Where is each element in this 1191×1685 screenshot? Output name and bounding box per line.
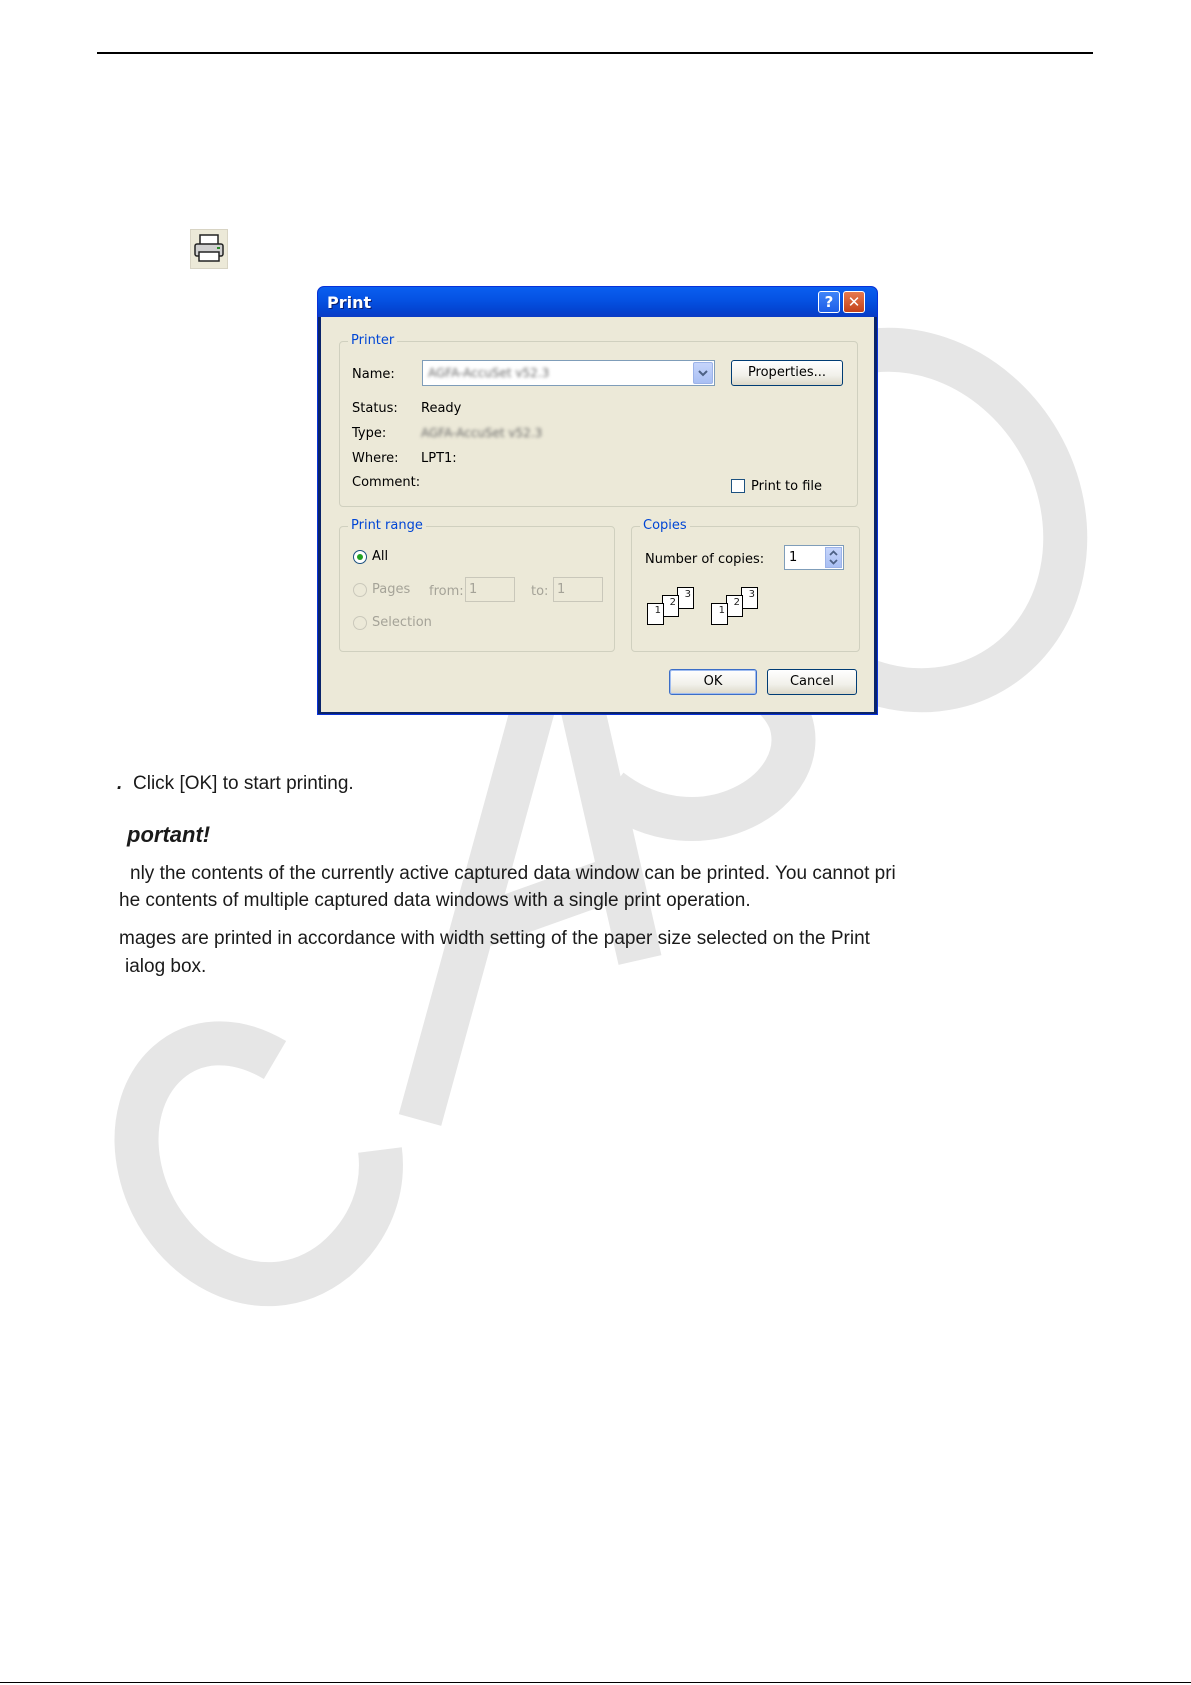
close-button[interactable]: ✕ [843,291,865,313]
pages-radio[interactable] [353,583,367,597]
printer-name-select[interactable] [422,360,715,386]
printer-name-value: AGFA-AccuSet v52.3 [428,366,550,380]
note-1-line-1: nly the contents of the currently active captured data window can be printed. You cannot pri [130,863,896,884]
step-text: Click [OK] to start printing. [133,773,354,794]
where-label: Where: [352,451,399,466]
collate-icon: 3 2 1 [711,587,771,635]
print-to-file-label: Print to file [751,479,823,494]
spinner-arrows-icon[interactable] [825,547,842,568]
important-heading: portant! [127,822,211,847]
properties-button[interactable]: Properties... [731,360,843,386]
dialog-body [321,317,874,712]
print-toolbar-icon[interactable] [190,229,228,269]
dialog-titlebar [318,287,877,317]
printer-group-title: Printer [348,333,397,348]
number-of-copies-label: Number of copies: [645,552,765,567]
all-radio[interactable] [353,550,367,564]
comment-label: Comment: [352,475,421,490]
name-label: Name: [352,367,395,382]
footer-rule [0,1682,1191,1683]
from-input[interactable]: 1 [465,577,515,602]
header-rule [97,52,1093,54]
status-label: Status: [352,401,398,416]
selection-radio[interactable] [353,616,367,630]
to-input[interactable]: 1 [553,577,603,602]
print-range-title: Print range [348,518,426,533]
note-2-line-2: ialog box. [125,956,207,977]
note-1-line-2: he contents of multiple captured data windows with a single print operation. [119,890,751,911]
step-marker: . [117,773,123,794]
where-value: LPT1: [421,451,457,466]
chevron-down-icon[interactable] [693,362,713,384]
dialog-title: Print [327,293,372,312]
print-dialog [317,286,878,715]
copies-spinner[interactable]: 1 [784,545,844,570]
help-button[interactable]: ? [818,291,840,313]
type-value: AGFA-AccuSet v52.3 [421,426,543,440]
collate-icon: 3 2 1 [647,587,707,635]
all-label: All [372,549,389,564]
to-label: to: [531,584,549,599]
selection-label: Selection [372,615,432,630]
ok-button[interactable]: OK [669,669,757,695]
from-label: from: [429,584,464,599]
cancel-button[interactable]: Cancel [767,669,857,695]
type-label: Type: [352,426,387,441]
copies-title: Copies [640,518,690,533]
note-2-line-1: mages are printed in accordance with width setting of the paper size selected on the Print [119,928,870,949]
status-value: Ready [421,401,462,416]
pages-label: Pages [372,582,411,597]
print-to-file-checkbox[interactable] [731,479,745,493]
